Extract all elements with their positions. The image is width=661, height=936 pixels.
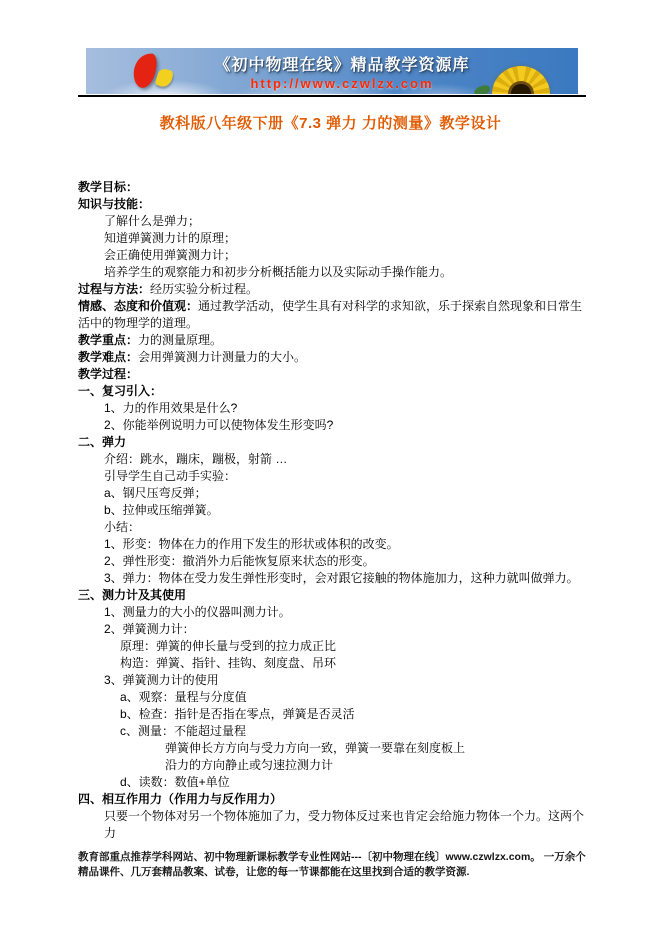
line-text: 知道弹簧测力计的原理； — [104, 231, 237, 245]
doc-line — [78, 213, 587, 230]
footer-note: 教育部重点推荐学科网站、初中物理新课标教学专业性网站---〔初中物理在线〕www.czwlzx.com。 一万余个精品课件、几万套精品教案、试卷，让您的每一节课都能在这里找到合适的教学资源. — [78, 851, 586, 878]
line-text: 3、弹簧测力计的使用 — [104, 673, 219, 687]
flame-red-icon — [132, 52, 158, 89]
doc-line — [78, 468, 587, 485]
line-label: 教学目标： — [78, 180, 139, 194]
line-text: 原理：弹簧的伸长量与受到的拉力成正比 — [120, 639, 337, 653]
site-banner — [86, 48, 578, 94]
doc-line — [78, 757, 587, 774]
line-text: 通过教学活动，使学生具有对科学的求知欲，乐于探索自然现象和日常生活中的物理学的道理。 — [78, 299, 583, 330]
line-text: 了解什么是弹力； — [104, 214, 201, 228]
doc-line — [78, 383, 587, 400]
doc-line — [78, 417, 587, 434]
doc-line — [78, 230, 587, 247]
doc-line — [78, 638, 587, 655]
line-label: 三、测力计及其使用 — [78, 588, 187, 602]
doc-line — [78, 519, 587, 536]
line-label: 四、相互作用力（作用力与反作用力） — [78, 792, 283, 806]
header-divider — [78, 95, 586, 97]
doc-line — [78, 298, 587, 332]
line-text: 介绍：跳水，蹦床，蹦极，射箭 … — [104, 452, 288, 466]
line-text: 2、弹性形变：撤消外力后能恢复原来状态的形变。 — [104, 554, 375, 568]
doc-line — [78, 247, 587, 264]
doc-line — [78, 502, 587, 519]
line-label: 二、弹力 — [78, 435, 127, 449]
line-text: 1、力的作用效果是什么? — [104, 401, 238, 415]
doc-line — [78, 655, 587, 672]
doc-line — [78, 451, 587, 468]
doc-line — [78, 179, 587, 196]
doc-line — [78, 349, 587, 366]
line-label: 过程与方法： — [78, 282, 151, 296]
doc-line — [78, 264, 587, 281]
doc-line — [78, 332, 587, 349]
line-text: 小结： — [104, 520, 141, 534]
line-label: 一、复习引入： — [78, 384, 163, 398]
line-text: 2、弹簧测力计： — [104, 622, 195, 636]
line-text: 经历实验分析过程。 — [150, 282, 259, 296]
line-text: c、测量：不能超过量程 — [120, 724, 247, 738]
line-text: b、检查：指针是否指在零点，弹簧是否灵活 — [120, 707, 355, 721]
line-text: a、观察：量程与分度值 — [120, 690, 247, 704]
line-text: 力的测量原理。 — [138, 333, 223, 347]
line-text: 沿力的方向静止或匀速拉测力计 — [165, 758, 334, 772]
document-body — [78, 179, 587, 842]
doc-line — [78, 740, 587, 757]
line-text: 构造：弹簧、指针、挂钩、刻度盘、吊环 — [120, 656, 337, 670]
banner-site-url: http://www.czwlzx.com — [250, 76, 434, 91]
line-text: 2、你能举例说明力可以使物体发生形变吗? — [104, 418, 334, 432]
doc-line — [78, 706, 587, 723]
sunflower-icon — [492, 66, 550, 94]
line-text: 引导学生自己动手实验： — [104, 469, 237, 483]
banner-site-title: 《初中物理在线》精品教学资源库 — [214, 57, 470, 74]
doc-line — [78, 536, 587, 553]
doc-line — [78, 281, 587, 298]
doc-line — [78, 587, 587, 604]
doc-line — [78, 791, 587, 808]
line-label: 教学重点： — [78, 333, 139, 347]
sunflower-center-icon — [508, 81, 534, 94]
line-text: 会正确使用弹簧测力计； — [104, 248, 237, 262]
flame-yellow-icon — [155, 67, 175, 89]
line-text: a、钢尺压弯反弹； — [104, 486, 207, 500]
line-text: 弹簧伸长方方向与受力方向一致，弹簧一要靠在刻度板上 — [165, 741, 466, 755]
line-text: 培养学生的观察能力和初步分析概括能力以及实际动手操作能力。 — [104, 265, 453, 279]
doc-line — [78, 553, 587, 570]
line-text: b、拉伸或压缩弹簧。 — [104, 503, 219, 517]
doc-line — [78, 366, 587, 383]
banner-text — [201, 52, 483, 91]
line-text: 会用弹簧测力计测量力的大小。 — [138, 350, 307, 364]
line-label: 知识与技能： — [78, 197, 151, 211]
doc-line — [78, 774, 587, 791]
line-text: d、读数：数值+单位 — [120, 775, 230, 789]
doc-line — [78, 485, 587, 502]
doc-line — [78, 621, 587, 638]
doc-line — [78, 672, 587, 689]
doc-line — [78, 723, 587, 740]
doc-line — [78, 689, 587, 706]
line-text: 3、弹力：物体在受力发生弹性形变时，会对跟它接触的物体施加力，这种力就叫做弹力。 — [104, 571, 579, 585]
line-label: 教学过程： — [78, 367, 139, 381]
doc-line — [78, 434, 587, 451]
line-text: 只要一个物体对另一个物体施加了力，受力物体反过来也肯定会给施力物体一个力。这两个力 — [104, 809, 585, 840]
doc-line — [78, 604, 587, 621]
document-title: 教科版八年级下册《7.3 弹力 力的测量》教学设计 — [159, 115, 502, 132]
line-text: 1、测量力的大小的仪器叫测力计。 — [104, 605, 291, 619]
doc-line — [78, 196, 587, 213]
site-logo-icon — [86, 48, 186, 94]
line-text: 1、形变：物体在力的作用下发生的形状或体积的改变。 — [104, 537, 399, 551]
doc-line — [78, 808, 587, 842]
line-label: 教学难点： — [78, 350, 139, 364]
doc-line — [78, 400, 587, 417]
line-label: 情感、态度和价值观： — [78, 299, 199, 313]
doc-line — [78, 570, 587, 587]
